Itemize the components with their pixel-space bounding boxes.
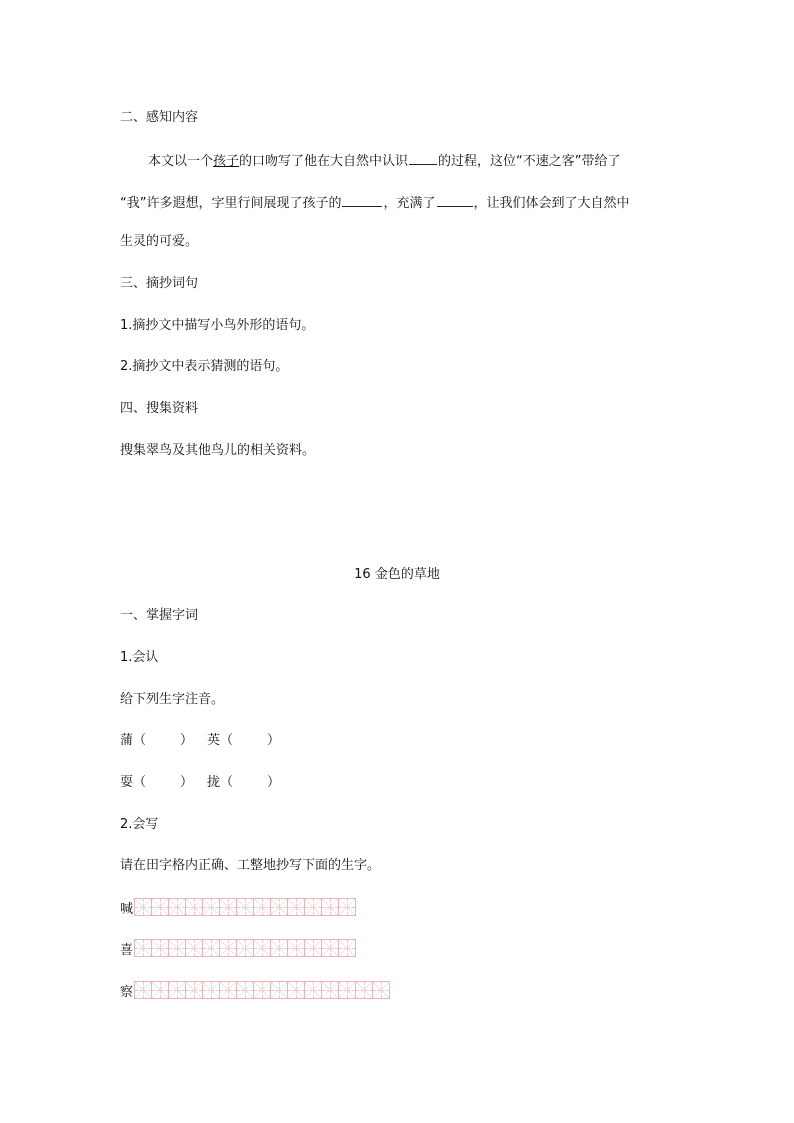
tianzige-cell[interactable]: [253, 898, 271, 916]
writing-char: 察: [120, 985, 134, 1000]
pinyin-close: ）: [267, 775, 281, 790]
section4-text: 搜集翠鸟及其他鸟儿的相关资料。: [120, 443, 316, 458]
tianzige-grid[interactable]: [134, 939, 356, 957]
tianzige-cell[interactable]: [287, 981, 305, 999]
tianzige-cell[interactable]: [168, 939, 186, 957]
instruction-copy: 请在田字格内正确、工整地抄写下面的生字。: [120, 858, 381, 873]
pinyin-char: 拢（: [207, 775, 234, 790]
tianzige-cell[interactable]: [304, 898, 322, 916]
tianzige-cell[interactable]: [185, 898, 203, 916]
writing-row-3: [120, 977, 390, 999]
tianzige-cell[interactable]: [236, 898, 254, 916]
tianzige-cell[interactable]: [321, 939, 339, 957]
writing-char: 喊: [120, 902, 134, 917]
tianzige-cell[interactable]: [287, 939, 305, 957]
tianzige-cell[interactable]: [134, 898, 152, 916]
tianzige-cell[interactable]: [321, 981, 339, 999]
tianzige-cell[interactable]: [253, 939, 271, 957]
tianzige-cell[interactable]: [304, 939, 322, 957]
tianzige-cell[interactable]: [287, 898, 305, 916]
tianzige-cell[interactable]: [355, 981, 373, 999]
tianzige-cell[interactable]: [151, 898, 169, 916]
para-text: “我”许多遐想，字里行间展现了孩子的: [120, 196, 342, 211]
section2-heading: 二、感知内容: [120, 110, 199, 125]
fill-paragraph-line-3: 生灵的可爱。: [120, 234, 199, 249]
para-text: ，让我们体会到了大自然中: [473, 196, 630, 211]
tianzige-cell[interactable]: [270, 981, 288, 999]
writing-row-2: [120, 935, 356, 957]
pinyin-row-1: [120, 733, 280, 749]
pinyin-close: ）: [180, 733, 194, 748]
tianzige-cell[interactable]: [202, 898, 220, 916]
tianzige-cell[interactable]: [338, 939, 356, 957]
tianzige-cell[interactable]: [202, 981, 220, 999]
tianzige-cell[interactable]: [151, 981, 169, 999]
pinyin-close: ）: [267, 733, 281, 748]
sub-heading-recognize: 1.会认: [120, 650, 159, 665]
tianzige-cell[interactable]: [270, 898, 288, 916]
tianzige-cell[interactable]: [134, 939, 152, 957]
writing-char: 喜: [120, 943, 134, 958]
para-text: 本文以一个: [148, 154, 214, 169]
tianzige-cell[interactable]: [219, 981, 237, 999]
tianzige-cell[interactable]: [185, 939, 203, 957]
section4-heading: 四、搜集资料: [120, 401, 199, 416]
tianzige-cell[interactable]: [168, 898, 186, 916]
tianzige-cell[interactable]: [338, 981, 356, 999]
tianzige-cell[interactable]: [270, 939, 288, 957]
tianzige-cell[interactable]: [134, 981, 152, 999]
part1-heading: 一、掌握字词: [120, 608, 199, 623]
tianzige-cell[interactable]: [219, 939, 237, 957]
answer-blank-2[interactable]: [342, 193, 382, 207]
tianzige-grid[interactable]: [134, 898, 356, 916]
tianzige-grid[interactable]: [134, 981, 390, 999]
answer-blank-1[interactable]: [409, 151, 437, 165]
tianzige-cell[interactable]: [219, 898, 237, 916]
tianzige-cell[interactable]: [253, 981, 271, 999]
section3-heading: 三、摘抄词句: [120, 276, 199, 291]
tianzige-cell[interactable]: [168, 981, 186, 999]
instruction-pinyin: 给下列生字注音。: [120, 692, 225, 707]
tianzige-cell[interactable]: [372, 981, 390, 999]
para-text: ，充满了: [383, 196, 436, 211]
tianzige-cell[interactable]: [236, 939, 254, 957]
fill-paragraph-line-1: [148, 151, 621, 170]
pinyin-char: 英（: [207, 733, 234, 748]
answer-blank-3[interactable]: [437, 193, 473, 207]
tianzige-cell[interactable]: [338, 898, 356, 916]
fill-paragraph-line-2: [120, 193, 630, 212]
lesson-title: 16 金色的草地: [354, 567, 440, 582]
pinyin-close: ）: [180, 775, 194, 790]
tianzige-cell[interactable]: [236, 981, 254, 999]
pinyin-char: 耍（: [120, 775, 147, 790]
pinyin-row-2: [120, 775, 280, 791]
tianzige-cell[interactable]: [321, 898, 339, 916]
para-text: 的口吻写了他在大自然中认识: [239, 154, 409, 169]
writing-row-1: [120, 894, 356, 916]
pinyin-char: 蒲（: [120, 733, 147, 748]
tianzige-cell[interactable]: [151, 939, 169, 957]
section3-item-2: 2.摘抄文中表示猜测的语句。: [120, 359, 289, 374]
tianzige-cell[interactable]: [304, 981, 322, 999]
underlined-word: 孩子: [213, 154, 240, 169]
tianzige-cell[interactable]: [202, 939, 220, 957]
sub-heading-write: 2.会写: [120, 817, 159, 832]
para-text: 的过程，这位“不速之客”带给了: [438, 154, 621, 169]
section3-item-1: 1.摘抄文中描写小鸟外形的语句。: [120, 318, 315, 333]
tianzige-cell[interactable]: [185, 981, 203, 999]
